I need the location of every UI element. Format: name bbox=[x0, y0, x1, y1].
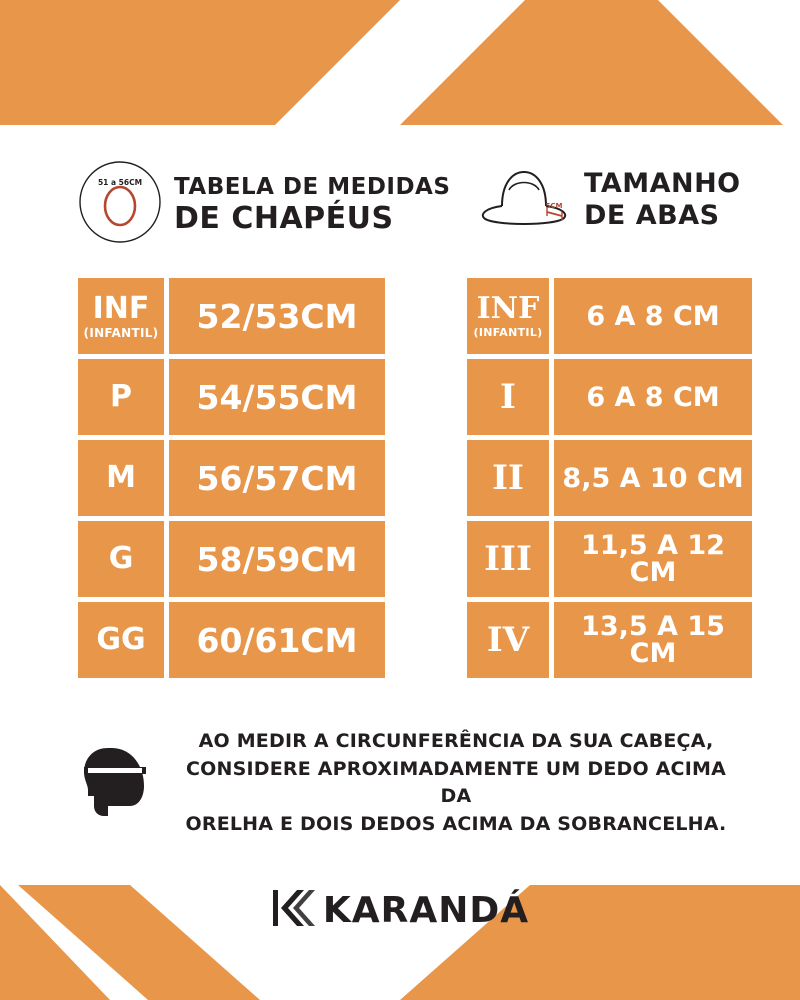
head-profile-icon bbox=[78, 740, 154, 827]
hats-size-label: GG bbox=[96, 622, 146, 657]
brims-size-table bbox=[467, 278, 752, 678]
table-row bbox=[78, 359, 385, 435]
hats-value-cell: 52/53CM bbox=[169, 278, 385, 354]
brims-size-label: III bbox=[484, 539, 532, 579]
table-row bbox=[78, 278, 385, 354]
brims-size-cell bbox=[467, 278, 549, 354]
hats-size-sub: (INFANTIL) bbox=[83, 325, 159, 340]
brims-size-label: INF bbox=[476, 291, 540, 326]
table-row bbox=[78, 440, 385, 516]
table-row bbox=[467, 602, 752, 678]
measuring-note-line3: ORELHA E DOIS DEDOS ACIMA DA SOBRANCELHA. bbox=[185, 812, 727, 835]
hats-header bbox=[78, 160, 468, 249]
hats-size-label: M bbox=[106, 460, 136, 495]
brims-value-cell: 8,5 A 10 CM bbox=[554, 440, 752, 516]
brims-value-cell: 13,5 A 15 CM bbox=[554, 602, 752, 678]
brims-size-label: I bbox=[500, 377, 516, 417]
hats-size-cell bbox=[78, 602, 164, 678]
brims-value-cell: 6 A 8 CM bbox=[554, 278, 752, 354]
brims-value-cell: 6 A 8 CM bbox=[554, 359, 752, 435]
table-row bbox=[78, 521, 385, 597]
brims-header-line2: DE ABAS bbox=[584, 200, 720, 231]
brand-logo bbox=[0, 886, 800, 935]
hats-header-text bbox=[174, 173, 451, 236]
brims-size-cell bbox=[467, 440, 549, 516]
brims-size-cell bbox=[467, 359, 549, 435]
brims-size-label: II bbox=[492, 458, 524, 498]
brims-size-cell bbox=[467, 602, 549, 678]
brims-header-text bbox=[584, 170, 741, 229]
measuring-note-line2: CONSIDERE APROXIMADAMENTE UM DEDO ACIMA DA bbox=[186, 757, 726, 808]
measuring-note-text bbox=[172, 728, 740, 838]
hats-size-cell bbox=[78, 278, 164, 354]
headers-row bbox=[78, 160, 742, 249]
hats-value-cell: 54/55CM bbox=[169, 359, 385, 435]
table-row bbox=[467, 359, 752, 435]
hats-value-cell: 60/61CM bbox=[169, 602, 385, 678]
hats-size-table bbox=[78, 278, 385, 678]
tables-row bbox=[78, 278, 752, 678]
measuring-note-line1: AO MEDIR A CIRCUNFERÊNCIA DA SUA CABEÇA, bbox=[198, 730, 714, 752]
karanda-logo-icon bbox=[271, 886, 317, 935]
hats-header-line1: TABELA DE MEDIDAS bbox=[174, 173, 451, 200]
hats-size-cell bbox=[78, 440, 164, 516]
brims-value-cell: 11,5 A 12 CM bbox=[554, 521, 752, 597]
brand-name: KARANDÁ bbox=[322, 890, 530, 931]
hats-header-line2: DE CHAPÉUS bbox=[174, 200, 394, 236]
hats-size-label: INF bbox=[92, 290, 150, 326]
hats-size-cell bbox=[78, 521, 164, 597]
hats-value-cell: 56/57CM bbox=[169, 440, 385, 516]
brims-header-line1: TAMANHO bbox=[584, 168, 741, 199]
brims-size-label: IV bbox=[486, 620, 530, 660]
table-row bbox=[467, 278, 752, 354]
brims-size-cell bbox=[467, 521, 549, 597]
table-row bbox=[467, 440, 752, 516]
head-circumference-icon-label: 51 a 56CM bbox=[97, 178, 143, 187]
table-row bbox=[78, 602, 385, 678]
measuring-note bbox=[78, 728, 740, 838]
brims-header bbox=[476, 160, 741, 239]
hats-size-cell bbox=[78, 359, 164, 435]
table-row bbox=[467, 521, 752, 597]
hats-size-label: G bbox=[108, 541, 134, 576]
brims-size-sub: (INFANTIL) bbox=[473, 326, 543, 339]
hats-size-label: P bbox=[110, 379, 132, 414]
hat-brim-icon bbox=[476, 160, 572, 239]
head-circumference-icon bbox=[78, 160, 162, 249]
hats-value-cell: 58/59CM bbox=[169, 521, 385, 597]
hat-brim-icon-label: 5CM bbox=[545, 202, 563, 210]
